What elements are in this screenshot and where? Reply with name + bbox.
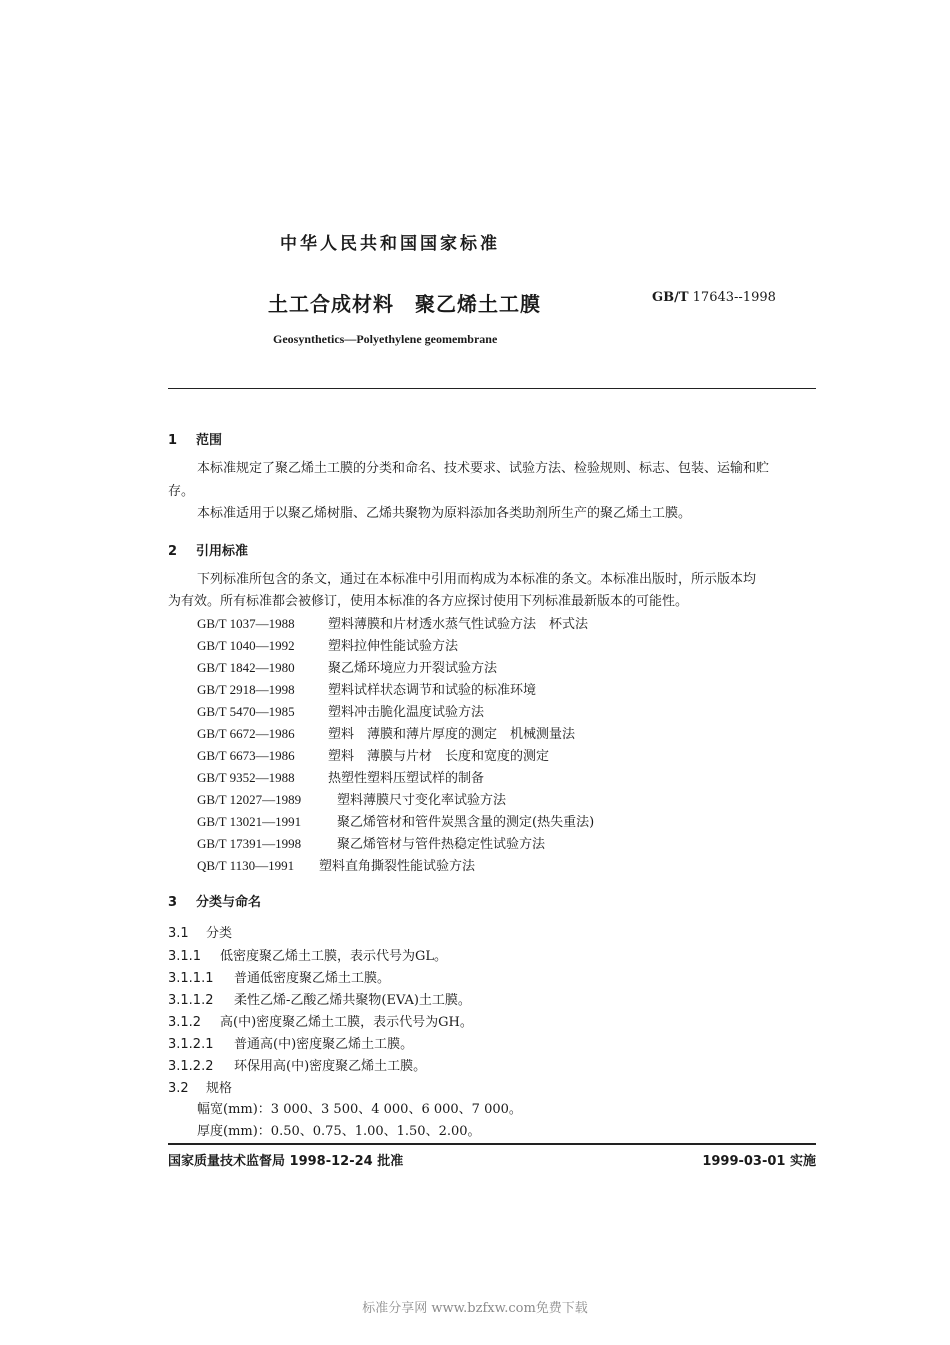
reference-item: [197, 613, 588, 632]
reference-item: [197, 855, 475, 874]
reference-code: GB/T 12027—1989: [197, 792, 302, 807]
reference-code: GB/T 5470—1985: [197, 704, 295, 719]
header-divider: [168, 388, 816, 389]
reference-code: GB/T 1037—1988: [197, 616, 295, 631]
section-2-intro-line-2: 为有效。所有标准都会被修订，使用本标准的各方应探讨使用下列标准最新版本的可能性。: [168, 594, 689, 609]
clause-text: 分类: [206, 926, 233, 941]
reference-item: [197, 701, 484, 720]
section-2-title: 引用标准: [196, 544, 249, 559]
national-standard-heading: 中华人民共和国国家标准: [280, 234, 500, 254]
reference-item: [197, 679, 536, 698]
reference-title: 塑料 薄膜与片材 长度和宽度的测定: [328, 749, 550, 764]
clause-text: 规格: [206, 1081, 233, 1096]
clause-item: [168, 1033, 413, 1052]
reference-code: GB/T 13021—1991: [197, 814, 302, 829]
reference-title: 塑料薄膜尺寸变化率试验方法: [337, 793, 507, 808]
english-title: Geosynthetics—Polyethylene geomembrane: [273, 332, 498, 346]
clause-item: [168, 989, 471, 1008]
approval-line: 国家质量技术监督局 1998-12-24 批准: [168, 1154, 404, 1169]
reference-title: 塑料 薄膜和薄片厚度的测定 机械测量法: [328, 727, 576, 742]
reference-title: 塑料冲击脆化温度试验方法: [328, 705, 485, 720]
clause-text: 高(中)密度聚乙烯土工膜，表示代号为GH。: [220, 1015, 473, 1030]
reference-code: GB/T 6673—1986: [197, 748, 295, 763]
reference-code: GB/T 1040—1992: [197, 638, 295, 653]
section-2-number: 2: [168, 544, 178, 559]
section-1-para-2: 本标准适用于以聚乙烯树脂、乙烯共聚物为原料添加各类助剂所生产的聚乙烯土工膜。: [197, 506, 692, 521]
width-spec: 幅宽(mm)：3 000、3 500、4 000、6 000、7 000。: [197, 1102, 522, 1117]
effective-date: 1999-03-01 实施: [702, 1154, 816, 1169]
clause-text: 环保用高(中)密度聚乙烯土工膜。: [234, 1059, 427, 1074]
section-2-heading: [168, 540, 248, 559]
reference-title: 塑料试样状态调节和试验的标准环境: [328, 683, 537, 698]
standard-code: [652, 290, 776, 305]
watermark-text: 标准分享网 www.bzfxw.com免费下载: [362, 1301, 588, 1316]
standard-code-number: 17643--1998: [692, 290, 776, 305]
clause-number: 3.2: [168, 1081, 189, 1096]
section-1-title: 范围: [196, 433, 223, 448]
reference-code: GB/T 17391—1998: [197, 836, 302, 851]
clause-text: 柔性乙烯-乙酸乙烯共聚物(EVA)土工膜。: [234, 993, 471, 1008]
section-1-heading: [168, 429, 222, 448]
clause-item: [168, 1055, 426, 1074]
clause-item: [168, 922, 232, 941]
clause-number: 3.1.1: [168, 949, 202, 964]
reference-code: GB/T 9352—1988: [197, 770, 295, 785]
clause-item: [168, 967, 390, 986]
reference-title: 聚乙烯环境应力开裂试验方法: [328, 661, 498, 676]
clause-number: 3.1.1.1: [168, 971, 214, 986]
reference-item: [197, 833, 545, 852]
clause-text: 低密度聚乙烯土工膜，表示代号为GL。: [220, 949, 448, 964]
reference-code: QB/T 1130—1991: [197, 858, 295, 873]
clause-number: 3.1.2.1: [168, 1037, 214, 1052]
reference-item: [197, 745, 549, 764]
reference-item: [197, 811, 594, 830]
section-3-heading: [168, 891, 261, 910]
clause-number: 3.1: [168, 926, 189, 941]
clause-text: 普通低密度聚乙烯土工膜。: [234, 971, 391, 986]
section-1-para-1-line-1: 本标准规定了聚乙烯土工膜的分类和命名、技术要求、试验方法、检验规则、标志、包装、运输和贮: [197, 461, 770, 476]
reference-title: 聚乙烯管材与管件热稳定性试验方法: [337, 837, 546, 852]
reference-code: GB/T 2918—1998: [197, 682, 295, 697]
reference-item: [197, 635, 458, 654]
clause-item: [168, 1011, 473, 1030]
reference-title: 聚乙烯管材和管件炭黑含量的测定(热失重法): [337, 815, 595, 830]
reference-title: 塑料薄膜和片材透水蒸气性试验方法 杯式法: [328, 617, 589, 632]
reference-title: 塑料拉伸性能试验方法: [328, 639, 459, 654]
reference-code: GB/T 6672—1986: [197, 726, 295, 741]
thickness-spec: 厚度(mm)：0.50、0.75、1.00、1.50、2.00。: [197, 1124, 481, 1139]
reference-code: GB/T 1842—1980: [197, 660, 295, 675]
footer-divider: [168, 1143, 816, 1145]
section-1-number: 1: [168, 433, 178, 448]
reference-title: 热塑性塑料压塑试样的制备: [328, 771, 485, 786]
reference-item: [197, 657, 497, 676]
clause-number: 3.1.1.2: [168, 993, 214, 1008]
section-1-para-1-line-2: 存。: [168, 484, 195, 499]
clause-text: 普通高(中)密度聚乙烯土工膜。: [234, 1037, 414, 1052]
clause-item: [168, 1077, 232, 1096]
standard-code-prefix: GB/T: [652, 290, 689, 305]
clause-number: 3.1.2: [168, 1015, 202, 1030]
reference-item: [197, 789, 506, 808]
reference-item: [197, 723, 575, 742]
document-title: 土工合成材料 聚乙烯土工膜: [268, 292, 541, 316]
reference-item: [197, 767, 484, 786]
clause-item: [168, 945, 447, 964]
section-3-number: 3: [168, 895, 178, 910]
clause-number: 3.1.2.2: [168, 1059, 214, 1074]
reference-title: 塑料直角撕裂性能试验方法: [319, 859, 476, 874]
section-3-title: 分类与命名: [196, 895, 262, 910]
section-2-intro-line-1: 下列标准所包含的条文，通过在本标准中引用而构成为本标准的条文。本标准出版时，所示版本均: [197, 572, 757, 587]
